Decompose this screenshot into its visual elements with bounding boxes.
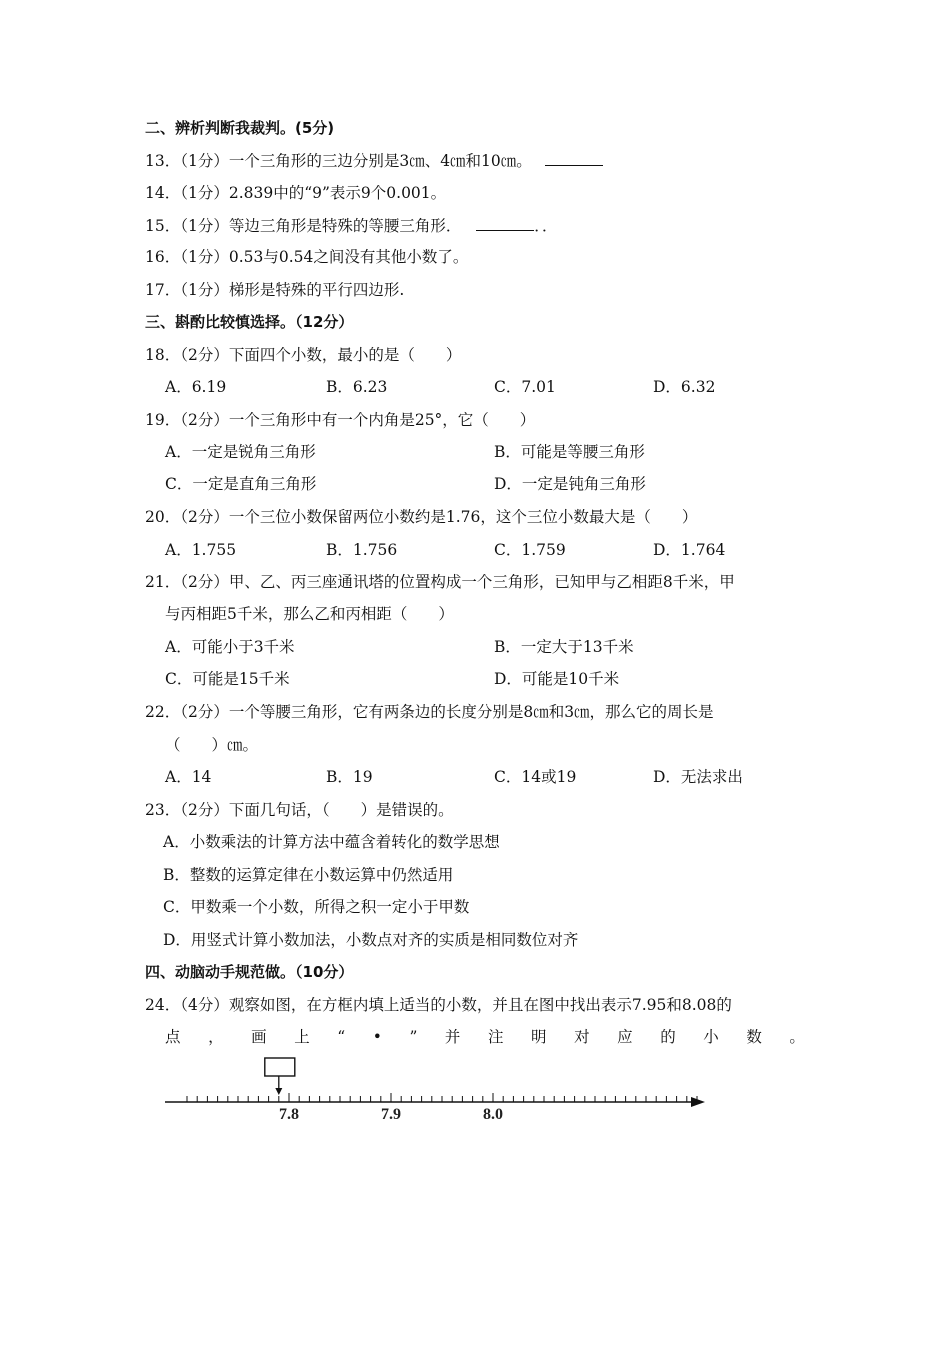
section-3-heading: 三、斟酌比较慎选择。（12分）: [145, 313, 354, 331]
question-22-stem-line-1: 22．（2分）一个等腰三角形，它有两条边的长度分别是8㎝和3㎝，那么它的周长是: [145, 703, 714, 721]
section-4-heading: 四、动脑动手规范做。（10分）: [145, 963, 354, 981]
question-24-line-2-char: 对: [574, 1028, 590, 1046]
section-2-heading: 二、辨析判断我裁判。(5分): [145, 119, 335, 137]
question-22-option-a[interactable]: A．14: [165, 768, 212, 786]
question-19-option-d[interactable]: D．一定是钝角三角形: [494, 475, 646, 493]
question-23-option-d[interactable]: D．用竖式计算小数加法，小数点对齐的实质是相同数位对齐: [163, 931, 579, 949]
question-24-line-2-char: •: [372, 1028, 382, 1046]
tick-label: 7.9: [381, 1106, 401, 1123]
box-pointer-arrowhead: [275, 1088, 282, 1095]
number-line-tick-labels: [279, 1106, 503, 1123]
question-24-stem-line-2: [165, 1027, 805, 1047]
question-24-line-2-char: 的: [660, 1028, 676, 1046]
question-24-line-2-char: 上: [294, 1028, 310, 1046]
question-21-option-b[interactable]: B．一定大于13千米: [494, 638, 634, 656]
question-20-option-b[interactable]: B．1.756: [326, 541, 398, 559]
tick-label: 8.0: [483, 1106, 503, 1123]
question-24-line-2-char: 点: [165, 1028, 181, 1046]
question-15: [145, 215, 558, 236]
question-23-option-c[interactable]: C．甲数乘一个小数，所得之积一定小于甲数: [163, 898, 470, 916]
question-21-option-c[interactable]: C．可能是15千米: [165, 670, 290, 688]
question-18-option-c[interactable]: C．7.01: [494, 378, 556, 396]
question-18-option-a[interactable]: A．6.19: [165, 378, 227, 396]
question-18-option-d[interactable]: D．6.32: [653, 378, 716, 396]
question-24-line-2-char: 并: [444, 1028, 461, 1046]
question-18-option-b[interactable]: B．6.23: [326, 378, 388, 396]
question-24-stem-line-1: 24．（4分）观察如图，在方框内填上适当的小数，并且在图中找出表示7.95和8.08的: [145, 996, 732, 1014]
question-24-line-2-char: 注: [487, 1028, 504, 1046]
question-20-option-c[interactable]: C．1.759: [494, 541, 566, 559]
question-24-line-2-char: 数: [746, 1028, 762, 1046]
question-13-text: 13．（1分）一个三角形的三边分别是3㎝、4㎝和10㎝。: [145, 152, 532, 170]
question-21-stem-line-2: 与丙相距5千米，那么乙和丙相距（ ）: [165, 605, 454, 623]
question-21-option-d[interactable]: D．可能是10千米: [494, 670, 620, 688]
question-24-line-2-char: ，: [208, 1028, 224, 1046]
question-13: [145, 150, 603, 171]
question-21-stem-line-1: 21．（2分）甲、乙、丙三座通讯塔的位置构成一个三角形，已知甲与乙相距8千米，甲: [145, 573, 735, 591]
question-22-option-b[interactable]: B．19: [326, 768, 373, 786]
question-19-option-c[interactable]: C．一定是直角三角形: [165, 475, 317, 493]
question-24-line-2-char: ”: [409, 1028, 418, 1046]
question-17: 17．（1分）梯形是特殊的平行四边形.: [145, 281, 405, 299]
question-16: 16．（1分）0.53与0.54之间没有其他小数了。: [145, 248, 469, 266]
question-23-option-b[interactable]: B．整数的运算定律在小数运算中仍然适用: [163, 866, 454, 884]
number-line-figure: [160, 1052, 720, 1127]
question-24-line-2-char: 画: [251, 1028, 267, 1046]
question-24-line-2-char: 明: [531, 1028, 547, 1046]
tick-label: 7.8: [279, 1106, 299, 1123]
question-24-line-2-char: 小: [703, 1028, 719, 1046]
answer-blank-13[interactable]: [545, 150, 603, 166]
answer-blank-15[interactable]: [476, 215, 534, 231]
question-22-option-c[interactable]: C．14或19: [494, 768, 577, 786]
number-line-ticks: [187, 1093, 697, 1102]
question-21-option-a[interactable]: A．可能小于3千米: [165, 638, 295, 656]
question-14: 14．（1分）2.839中的“9”表示9个0.001。: [145, 184, 447, 202]
question-20-option-d[interactable]: D．1.764: [653, 541, 726, 559]
question-23-option-a[interactable]: A．小数乘法的计算方法中蕴含着转化的数学思想: [163, 833, 500, 851]
question-24-line-2-char: “: [337, 1028, 346, 1046]
question-20-stem: 20．（2分）一个三位小数保留两位小数约是1.76，这个三位小数最大是（ ）: [145, 508, 698, 526]
question-22-option-d[interactable]: D．无法求出: [653, 768, 743, 786]
question-23-stem: 23．（2分）下面几句话，（ ）是错误的。: [145, 801, 454, 819]
question-19-option-b[interactable]: B．可能是等腰三角形: [494, 443, 645, 461]
question-15-text: 15．（1分）等边三角形是特殊的等腰三角形．: [145, 217, 462, 235]
question-18-stem: 18．（2分）下面四个小数，最小的是（ ）: [145, 346, 462, 364]
question-19-stem: 19．（2分）一个三角形中有一个内角是25°，它（ ）: [145, 411, 536, 429]
question-24-line-2-char: 应: [617, 1028, 633, 1046]
number-line-arrowhead: [691, 1097, 705, 1107]
question-20-option-a[interactable]: A．1.755: [165, 541, 237, 559]
question-19-option-a[interactable]: A．一定是锐角三角形: [165, 443, 316, 461]
answer-box[interactable]: [265, 1058, 295, 1076]
question-15-tail: ．．: [534, 217, 558, 235]
question-22-stem-line-2: （ ）㎝。: [165, 736, 259, 754]
question-24-line-2-char: 。: [789, 1028, 805, 1046]
